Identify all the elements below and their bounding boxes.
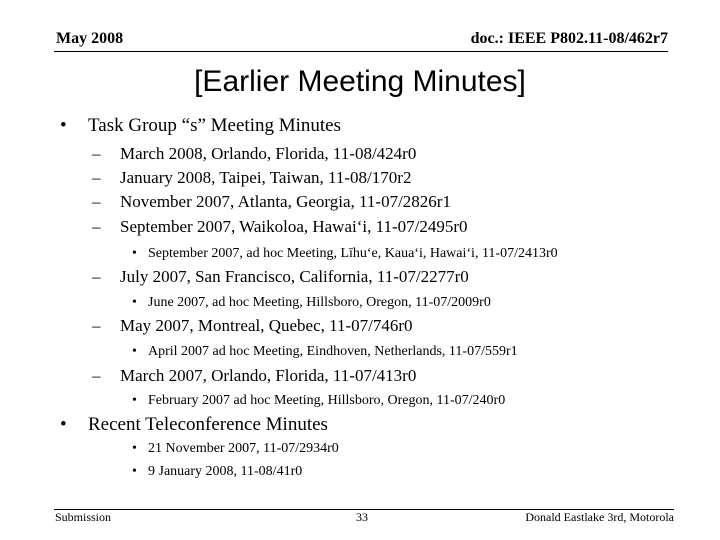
bullet-marker: •: [132, 295, 137, 310]
dash-marker: –: [92, 366, 101, 385]
dash-marker: –: [92, 168, 101, 187]
adhoc-text: September 2007, ad hoc Meeting, Līhu‘e, Kaua‘i, Hawai‘i, 11-07/2413r0: [148, 246, 558, 261]
dash-marker: –: [92, 144, 101, 163]
bullet-text: Task Group “s” Meeting Minutes: [88, 115, 342, 136]
bullet-marker: •: [132, 246, 137, 261]
bullet-marker: •: [60, 414, 67, 435]
meeting-text: January 2008, Taipei, Taiwan, 11-08/170r2: [120, 168, 412, 187]
bullet-marker: •: [132, 393, 137, 408]
meeting-text: September 2007, Waikoloa, Hawai‘i, 11-07/2495r0: [120, 217, 468, 236]
teleconf-text: 9 January 2008, 11-08/41r0: [148, 464, 303, 479]
meeting-text: March 2007, Orlando, Florida, 11-07/413r0: [120, 366, 417, 385]
meeting-text: November 2007, Atlanta, Georgia, 11-07/2826r1: [120, 192, 451, 211]
bullet-marker: •: [60, 115, 67, 136]
bullet-marker: •: [132, 344, 137, 359]
adhoc-text: February 2007 ad hoc Meeting, Hillsboro, Oregon, 11-07/240r0: [148, 393, 506, 408]
bullet-marker: •: [132, 464, 137, 479]
slide-title: [Earlier Meeting Minutes]: [194, 65, 526, 98]
bullet-text: Recent Teleconference Minutes: [88, 414, 328, 435]
footer-author: Donald Eastlake 3rd, Motorola: [525, 510, 674, 524]
teleconf-text: 21 November 2007, 11-07/2934r0: [148, 441, 339, 456]
adhoc-text: June 2007, ad hoc Meeting, Hillsboro, Oregon, 11-07/2009r0: [148, 295, 491, 310]
header-doc-id: doc.: IEEE P802.11-08/462r7: [470, 30, 668, 47]
dash-marker: –: [92, 267, 101, 286]
dash-marker: –: [92, 316, 101, 335]
meeting-text: March 2008, Orlando, Florida, 11-08/424r0: [120, 144, 417, 163]
header-date: May 2008: [56, 30, 124, 47]
meeting-text: May 2007, Montreal, Quebec, 11-07/746r0: [120, 316, 413, 335]
footer-submission: Submission: [55, 510, 112, 524]
page-number: 33: [356, 510, 368, 524]
dash-marker: –: [92, 192, 101, 211]
bullet-marker: •: [132, 441, 137, 456]
adhoc-text: April 2007 ad hoc Meeting, Eindhoven, Netherlands, 11-07/559r1: [148, 344, 518, 359]
dash-marker: –: [92, 217, 101, 236]
meeting-text: July 2007, San Francisco, California, 11-07/2277r0: [120, 267, 469, 286]
header-divider: [54, 51, 668, 52]
